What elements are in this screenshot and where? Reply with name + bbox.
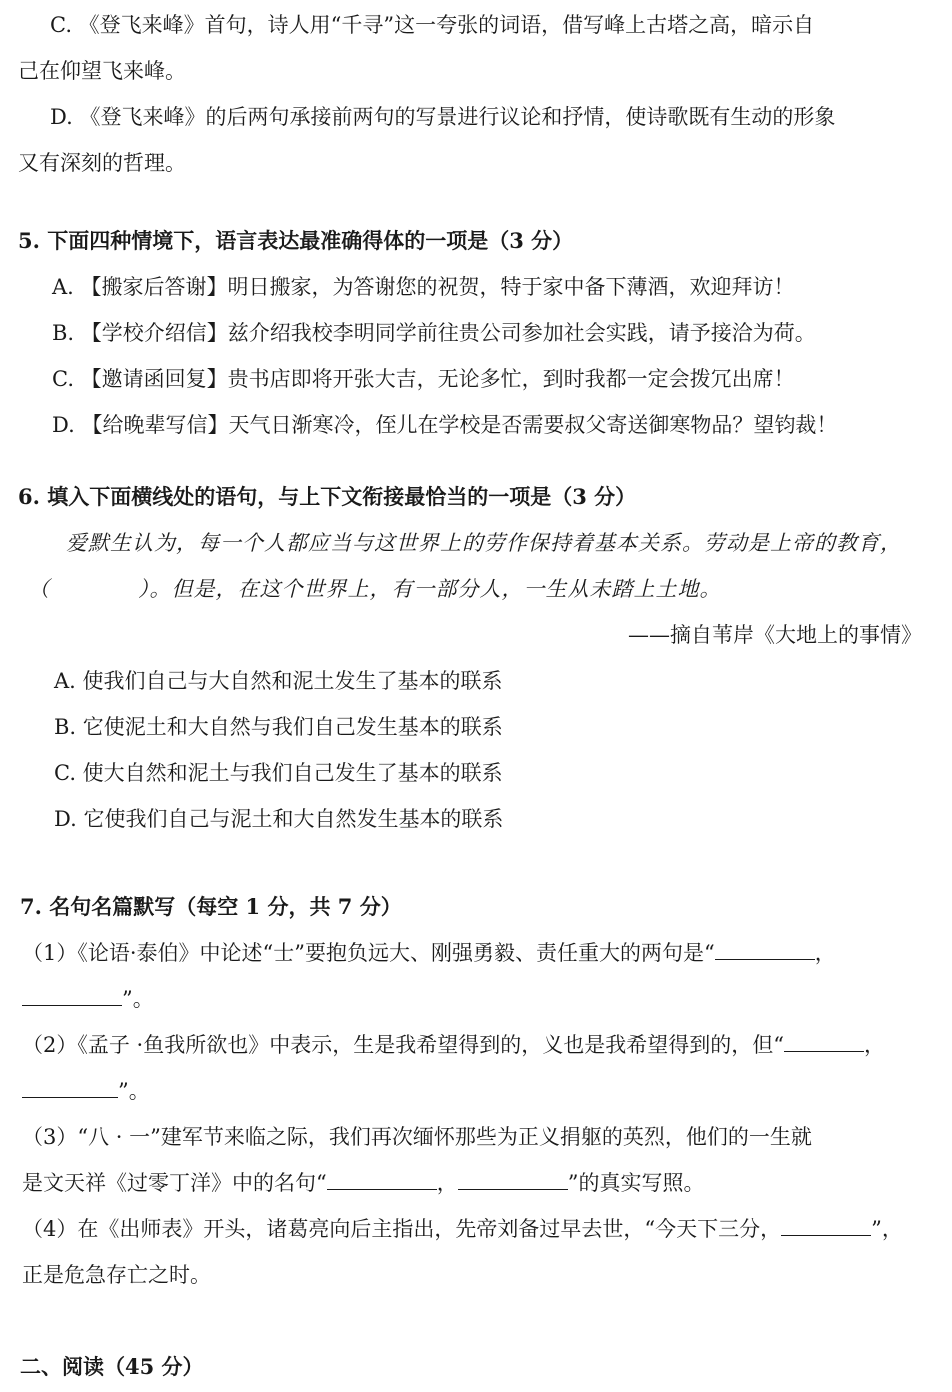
answer-blank[interactable] xyxy=(784,1033,864,1052)
q5-title: 5. 下面四种情境下，语言表达最准确得体的一项是（3 分） xyxy=(18,228,574,253)
q5-option-d: D. 【给晚辈写信】天气日渐寒冷，侄儿在学校是否需要叔父寄送御寒物品？望钧裁！ xyxy=(52,413,838,437)
q7-part3-text: 是文天祥《过零丁洋》中的名句“ xyxy=(22,1171,327,1195)
q4-option-d-line1: D. 《登飞来峰》的后两句承接前两句的写景进行议论和抒情，使诗歌既有生动的形象 xyxy=(50,105,836,129)
q7-part3-comma: ， xyxy=(436,1171,458,1195)
q7-part2-line1 xyxy=(22,1030,885,1060)
q5-option-a: A. 【搬家后答谢】明日搬家，为答谢您的祝贺，特于家中备下薄酒，欢迎拜访！ xyxy=(52,275,795,299)
answer-blank[interactable] xyxy=(22,1079,118,1098)
q6-option-a: A. 使我们自己与大自然和泥土发生了基本的联系 xyxy=(54,669,503,693)
q7-part2-text: （2）《孟子 ·鱼我所欲也》中表示，生是我希望得到的，义也是我希望得到的，但“ xyxy=(22,1033,784,1057)
q4-option-d-line2: 又有深刻的哲理。 xyxy=(18,151,186,175)
answer-blank[interactable] xyxy=(327,1171,437,1190)
q7-part3-line1: （3）“八 · 一”建军节来临之际，我们再次缅怀那些为正义捐躯的英烈，他们的一生就 xyxy=(22,1125,812,1149)
q7-part3-line2 xyxy=(22,1168,705,1198)
q7-title: 7. 名句名篇默写（每空 1 分，共 7 分） xyxy=(20,894,402,919)
q4-option-c-line1: C. 《登飞来峰》首句，诗人用“千寻”这一夸张的词语，借写峰上古塔之高，暗示自 xyxy=(50,13,815,37)
q7-part1-line2 xyxy=(22,984,154,1014)
q7-part3-end: ”的真实写照。 xyxy=(567,1171,705,1195)
q6-passage-line1: 爱默生认为，每一个人都应当与这世界上的劳作保持着基本关系。劳动是上帝的教育， xyxy=(66,531,902,555)
q7-part1-line1-end: ， xyxy=(814,941,836,965)
answer-blank[interactable] xyxy=(22,987,122,1006)
q7-part2-line2 xyxy=(22,1076,150,1106)
q6-source: ——摘自苇岸《大地上的事情》 xyxy=(628,623,922,647)
q6-option-b: B. 它使泥土和大自然与我们自己发生基本的联系 xyxy=(54,715,503,739)
q5-option-c: C. 【邀请函回复】贵书店即将开张大吉，无论多忙，到时我都一定会拨冗出席！ xyxy=(52,367,795,391)
q7-part4-line1 xyxy=(22,1214,903,1244)
answer-blank[interactable] xyxy=(781,1217,871,1236)
answer-blank[interactable] xyxy=(458,1171,568,1190)
q5-option-b: B. 【学校介绍信】兹介绍我校李明同学前往贵公司参加社会实践，请予接洽为荷。 xyxy=(52,321,816,345)
q6-title: 6. 填入下面横线处的语句，与上下文衔接最恰当的一项是（3 分） xyxy=(18,484,637,509)
q6-option-d: D. 它使我们自己与泥土和大自然发生基本的联系 xyxy=(54,807,504,831)
q7-part2-line2-end: ”。 xyxy=(118,1079,150,1103)
q6-passage-line2: （ ）。但是，在这个世界上，有一部分人，一生从未踏上土地。 xyxy=(28,577,722,601)
q7-part1-text: （1）《论语·泰伯》中论述“士”要抱负远大、刚强勇毅、责任重大的两句是“ xyxy=(22,941,715,965)
q6-option-c: C. 使大自然和泥土与我们自己发生了基本的联系 xyxy=(54,761,503,785)
q7-part2-line1-end: ， xyxy=(863,1033,885,1057)
section2-title: 二、阅读（45 分） xyxy=(20,1354,204,1379)
q7-part1-line2-end: ”。 xyxy=(122,987,154,1011)
q7-part4-text: （4）在《出师表》开头，诸葛亮向后主指出，先帝刘备过早去世，“今天下三分， xyxy=(22,1217,782,1241)
q7-part1-line1 xyxy=(22,938,836,968)
answer-blank[interactable] xyxy=(715,941,815,960)
q4-option-c-line2: 己在仰望飞来峰。 xyxy=(18,59,186,83)
q7-part4-line1-end: ”， xyxy=(871,1217,903,1241)
q7-part4-line2: 正是危急存亡之时。 xyxy=(22,1263,211,1287)
